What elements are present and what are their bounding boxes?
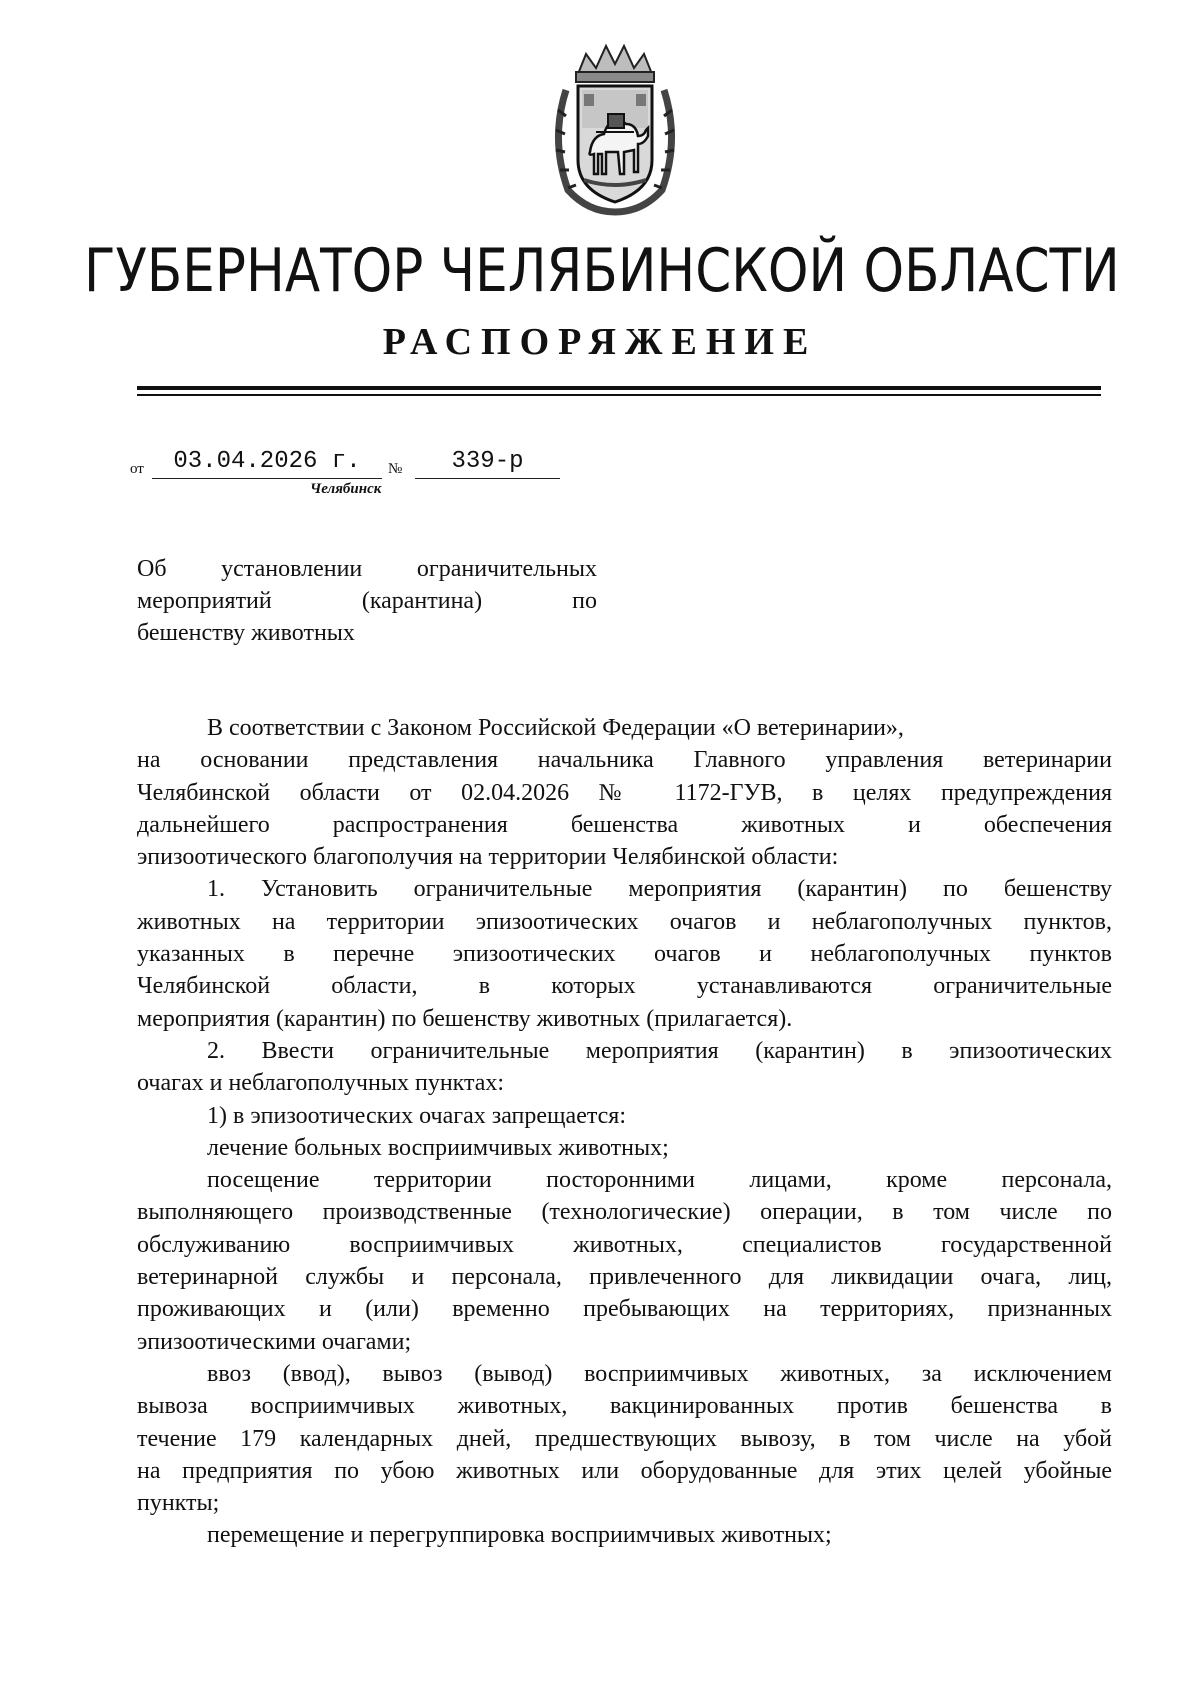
body-line: ввоз (ввод), вывоз (вывод) восприимчивых животных, за исключением — [207, 1360, 1112, 1387]
document-date: 03.04.2026 г. — [152, 448, 382, 479]
body-line: ветеринарной службы и персонала, привлеченного для ликвидации очага, лиц, — [137, 1264, 1112, 1291]
body-line: лечение больных восприимчивых животных; — [207, 1134, 669, 1161]
body-line: пункты; — [137, 1490, 220, 1517]
body-line: 1) в эпизоотических очагах запрещается: — [207, 1102, 626, 1129]
subject-line: мероприятий (карантина) по — [137, 588, 597, 614]
body-line: проживающих и (или) временно пребывающих на территориях, признанных — [137, 1296, 1112, 1323]
document-subject — [137, 553, 597, 649]
body-line: перемещение и перегруппировка восприимчивых животных; — [207, 1522, 832, 1549]
body-line: мероприятия (карантин) по бешенству животных (прилагается). — [137, 1005, 793, 1032]
body-line: Челябинской области от 02.04.2026 № 1172-ГУВ, в целях предупреждения — [137, 779, 1112, 806]
document-city: Челябинск — [310, 481, 382, 497]
document-type-title: РАСПОРЯЖЕНИЕ — [382, 321, 818, 363]
body-line: выполняющего производственные (технологические) операции, в том числе по — [137, 1199, 1112, 1226]
coat-of-arms-icon — [548, 40, 682, 216]
body-line: эпизоотическими очагами; — [137, 1328, 412, 1355]
document-number: 339-р — [415, 448, 560, 479]
body-line: посещение территории посторонними лицами, кроме персонала, — [207, 1167, 1112, 1194]
body-line: течение 179 календарных дней, предшествующих вывозу, в том числе на убой — [137, 1425, 1112, 1452]
body-line: обслуживанию восприимчивых животных, специалистов государственной — [137, 1231, 1112, 1258]
header-divider-thin — [137, 394, 1101, 396]
document-body — [137, 712, 1112, 1552]
authority-title: ГУБЕРНАТОР ЧЕЛЯБИНСКОЙ ОБЛАСТИ — [84, 236, 1120, 306]
body-line: эпизоотического благополучия на территории Челябинской области: — [137, 844, 839, 871]
body-line: вывоза восприимчивых животных, вакцинированных против бешенства в — [137, 1393, 1112, 1420]
date-number-line — [130, 448, 730, 478]
subject-line: Об установлении ограничительных — [137, 556, 597, 582]
body-line: Челябинской области, в которых устанавливаются ограничительные — [137, 973, 1112, 1000]
body-line: В соответствии с Законом Российской Федерации «О ветеринарии», — [207, 715, 904, 741]
header-divider-thick — [137, 386, 1101, 390]
body-line: очагах и неблагополучных пунктах: — [137, 1070, 505, 1097]
body-line: дальнейшего распространения бешенства животных и обеспечения — [137, 811, 1112, 838]
number-prefix: № — [388, 461, 403, 477]
body-line: 1. Установить ограничительные мероприятия (карантин) по бешенству — [207, 876, 1112, 903]
body-line: на предприятия по убою животных или оборудованные для этих целей убойные — [137, 1457, 1112, 1484]
body-line: животных на территории эпизоотических очагов и неблагополучных пунктов, — [137, 908, 1112, 935]
body-line: на основании представления начальника Главного управления ветеринарии — [137, 747, 1112, 774]
body-line: 2. Ввести ограничительные мероприятия (карантин) в эпизоотических — [207, 1037, 1112, 1064]
date-prefix: от — [130, 461, 144, 477]
subject-line: бешенству животных — [137, 620, 355, 646]
body-line: указанных в перечне эпизоотических очагов и неблагополучных пунктов — [137, 941, 1112, 968]
